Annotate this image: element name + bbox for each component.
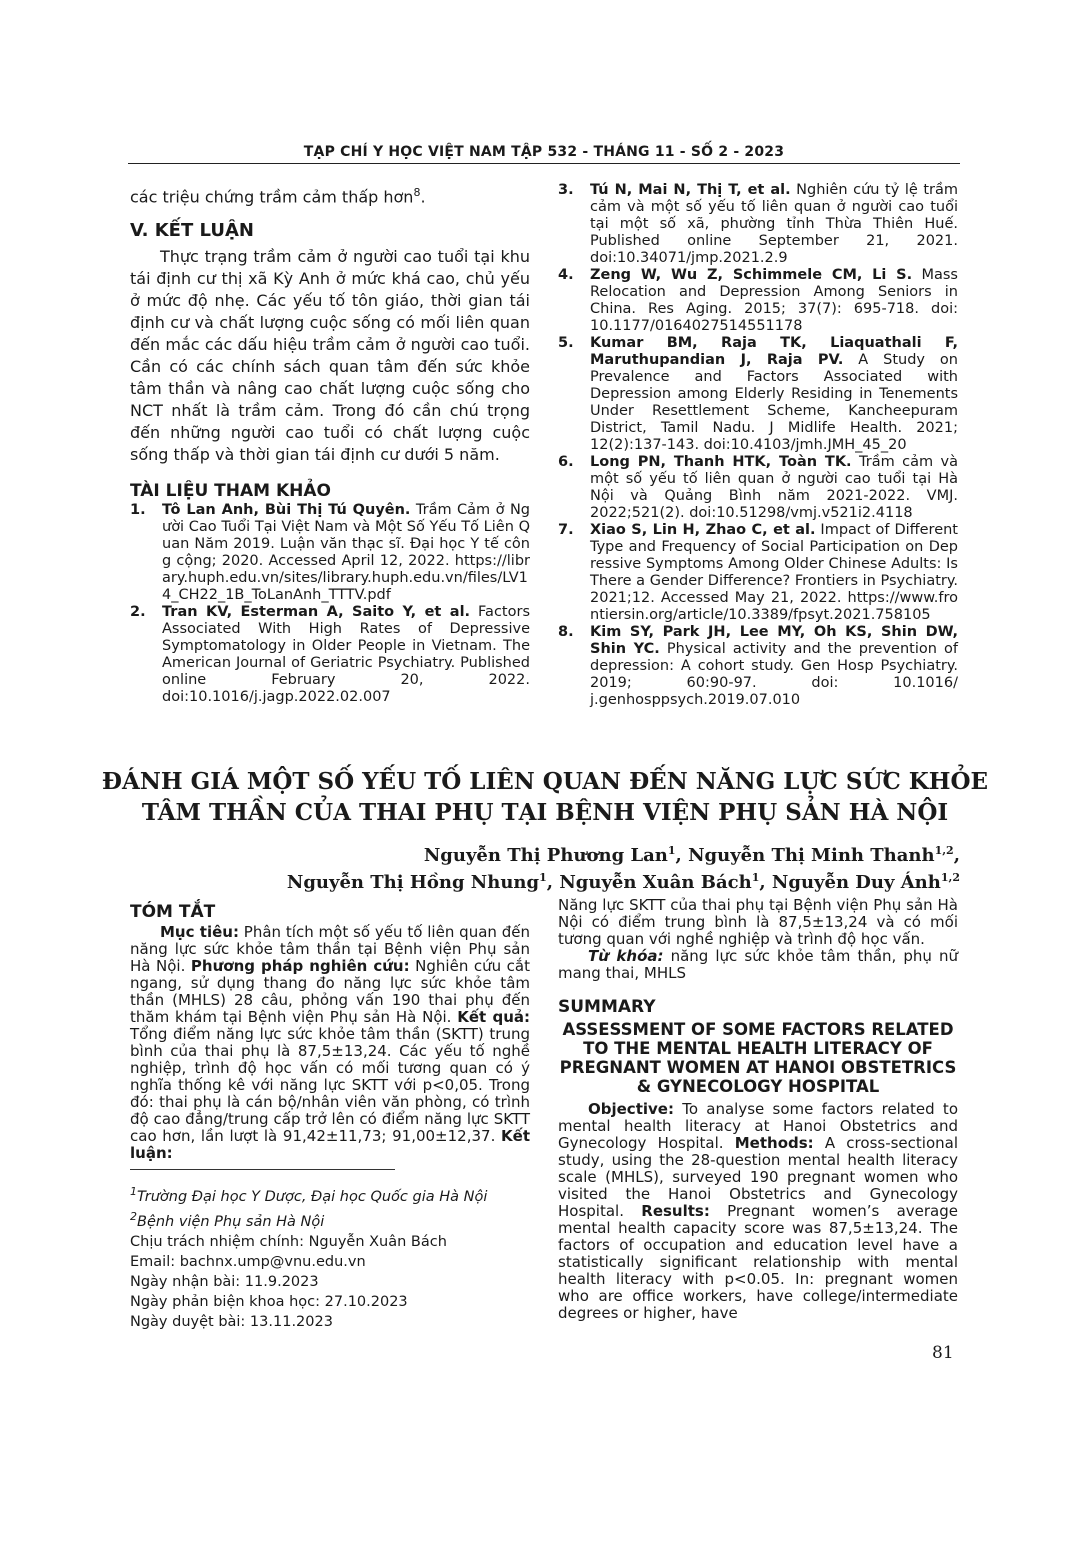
reference-item: 4. Zeng W, Wu Z, Schimmele CM, Li S. Mass Relocation and Depression Among Seniors in China. Res Aging. 2015; 37(7): 695-718. doi: 10.1177/0164027514551178 (558, 267, 958, 334)
reference-item: 6. Long PN, Thanh HTK, Toàn TK. Trầm cảm và một số yếu tố liên quan ở người cao tuổi tại Hà Nội và Quảng Bình năm 2021-2022. VMJ. 2022;521(2). doi:10.51298/vmj.v521i2.4118 (558, 454, 958, 521)
journal-header: TẠP CHÍ Y HỌC VIỆT NAM TẬP 532 - THÁNG 11 - SỐ 2 - 2023 (303, 144, 785, 160)
article-title: ĐÁNH GIÁ MỘT SỐ YẾU TỐ LIÊN QUAN ĐẾN NĂNG LỰC SỨC KHỎE TÂM THẦN CỦA THAI PHỤ TẠI BỆNH VIỆN PHỤ SẢN HÀ NỘI (101, 768, 989, 826)
footnotes: $^1$Trường Đại học Y Dược, Đại học Quốc gia Hà Nội $^2$Bệnh viện Phụ sản Hà Nội Chịu trách nhiệm chính: Nguyễn Xuân Bách Email: bachnx.ump@vnu.edu.vn Ngày nhận bài: 11.9.2023 Ngày phản biện khoa học: 27.10.2023 Ngày duyệt bài: 13.11.2023 (130, 1185, 488, 1330)
author-name: Nguyễn Xuân Bách (559, 872, 752, 893)
reference-item: 2. Tran KV, Esterman A, Saito Y, et al. Factors Associated With High Rates of Depressive Symptomatology in Older People in Vietnam. The American Journal of Geriatric Psychiatry. Published online February 20, 2022. doi:10.1016/j.jagp.2022.02.007 (130, 604, 530, 705)
header-rule (128, 163, 960, 164)
authors-line-1: Nguyễn Thị Phương Lan$^1$, Nguyễn Thị Minh Thanh$^{1,2}$, (423, 844, 960, 866)
summary-title: ASSESSMENT OF SOME FACTORS RELATED TO THE MENTAL HEALTH LITERACY OF PREGNANT WOMEN AT HANOI OBSTETRICS & GYNECOLOGY HOSPITAL (559, 1020, 957, 1096)
footnote-rule (130, 1169, 395, 1170)
conclusion-text: Thực trạng trầm cảm ở người cao tuổi tại khu tái định cư thị xã Kỳ Anh ở mức khá cao, chủ yếu ở mức độ nhẹ. Các yếu tố tôn giáo, thời gian tái định cư và chất lượng cuộc sống có mối liên quan đến mắc các dấu hiệu trầm cảm ở người cao tuổi. Cần có các chính sách quan tâm đến sức khỏe tâm thần và nâng cao chất lượng cuộc sống cho NCT nhất là trầm cảm. Trong đó cần chú trọng đến những người cao tuổi có chất lượng cuộc sống thấp và thời gian tái định cư dưới 5 năm. (130, 247, 530, 465)
conclusion-heading: V. KẾT LUẬN (130, 220, 254, 242)
references-right (558, 182, 958, 709)
abstract-heading: TÓM TẮT (130, 902, 216, 922)
author-name: Nguyễn Thị Minh Thanh (688, 845, 935, 866)
page-number: 81 (932, 1343, 954, 1363)
abstract-body: Mục tiêu: Phân tích một số yếu tố liên quan đến năng lực sức khỏe tâm thần tại Bệnh viện Phụ sản Hà Nội. Phương pháp nghiên cứu: Nghiên cứu cắt ngang, sử dụng thang đo năng lực sức khỏe tâm thần (MHLS) 28 câu, phỏng vấn 190 thai phụ đến thăm khám tại Bệnh viện Phụ sản Hà Nội. Kết quả: Tổng điểm năng lực sức khỏe tâm thần (SKTT) trung bình của thai phụ là 87,5±13,24. Các yếu tố nghề nghiệp, trình độ học vấn có mối tương quan có ý nghĩa thống kê với năng lực SKTT với p<0,05. Trong đó: thai phụ là cán bộ/nhân viên văn phòng, có trình độ cao đẳng/trung cấp trở lên có điểm năng lực SKTT cao hơn, lần lượt là 91,42±11,73; 91,00±12,37. Kết luận: (130, 923, 530, 1162)
references-left (130, 502, 530, 706)
authors-line-2: Nguyễn Thị Hồng Nhung$^1$, Nguyễn Xuân Bách$^1$, Nguyễn Duy Ánh$^{1,2}$ (286, 871, 960, 893)
reference-item: 8. Kim SY, Park JH, Lee MY, Oh KS, Shin DW, Shin YC. Physical activity and the prevention of depression: A cohort study. Gen Hosp Psychiatry. 2019; 60:90-97. doi: 10.1016/ j.genhosppsych.2019.07.010 (558, 624, 959, 708)
reference-item: 5. Kumar BM, Raja TK, Liaquathali F, Maruthupandian J, Raja PV. A Study on Prevalence and Factors Associated with Depression among Elderly Residing in Tenements Under Resettlement Scheme, Kancheepuram District, Tamil Nadu. J Midlife Health. 2021; 12(2):137-143. doi:10.4103/jmh.JMH_45_20 (558, 335, 958, 453)
continuation-text: các triệu chứng trầm cảm thấp hơn$^8$. (130, 186, 426, 207)
reference-item: 7. Xiao S, Lin H, Zhao C, et al. Impact of Different Type and Frequency of Social Participation on Depressive Symptoms Among Older Chinese Adults: Is There a Gender Difference? Frontiers in Psychiatry. 2021;12. Accessed May 21, 2022. https://www.frontiersin.org/article/10.3389/fpsyt.2021.758105 (558, 522, 958, 623)
references-heading: TÀI LIỆU THAM KHẢO (130, 481, 331, 502)
reference-item: 3. Tú N, Mai N, Thị T, et al. Nghiên cứu tỷ lệ trầm cảm và một số yếu tố liên quan ở người cao tuổi tại một số xã, phường tỉnh Thừa Thiên Huế. Published online September 21, 2021. doi:10.34071/jmp.2021.2.9 (558, 182, 958, 266)
summary-heading: SUMMARY (558, 997, 656, 1017)
summary-body: Objective: To analyse some factors related to mental health literacy at Hanoi Obstetrics and Gynecology Hospital. Methods: A cross-sectional study, using the 28-question mental health literacy scale (MHLS), surveyed 190 pregnant women who visited the Hanoi Obstetrics and Gynecology Hospital. Results: Pregnant women’s average mental health capacity score was 87,5±13,24. The factors of occupation and education level have a statistically significant relationship with mental health literacy with p<0.05. In: pregnant women who are office workers, have college/intermediate degrees or higher, have (558, 1100, 958, 1322)
reference-item: 1. Tô Lan Anh, Bùi Thị Tú Quyên. Trầm Cảm ở Người Cao Tuổi Tại Việt Nam và Một Số Yếu Tố Liên Quan Năm 2019. Luận văn thạc sĩ. Đại học Y tế công cộng; 2020. Accessed April 12, 2022. https://library.huph.edu.vn/sites/library.huph.edu.vn/files/LV14_CH22_1B_ToLanAnh_TTTV.pdf (130, 502, 530, 603)
author-name: Nguyễn Thị Phương Lan (423, 845, 668, 866)
author-name: Nguyễn Thị Hồng Nhung (286, 872, 540, 893)
abstract-vi (130, 902, 530, 1162)
left-column-top (130, 182, 530, 502)
abstract-vi-continued: Năng lực SKTT của thai phụ tại Bệnh viện Phụ sản Hà Nội có điểm trung bình là 87,5±13,24 và có mối tương quan với nghề nghiệp và trình độ học vấn. Từ khóa: năng lực sức khỏe tâm thần, phụ nữ mang thai, MHLS (558, 896, 958, 982)
author-name: Nguyễn Duy Ánh (771, 872, 941, 893)
